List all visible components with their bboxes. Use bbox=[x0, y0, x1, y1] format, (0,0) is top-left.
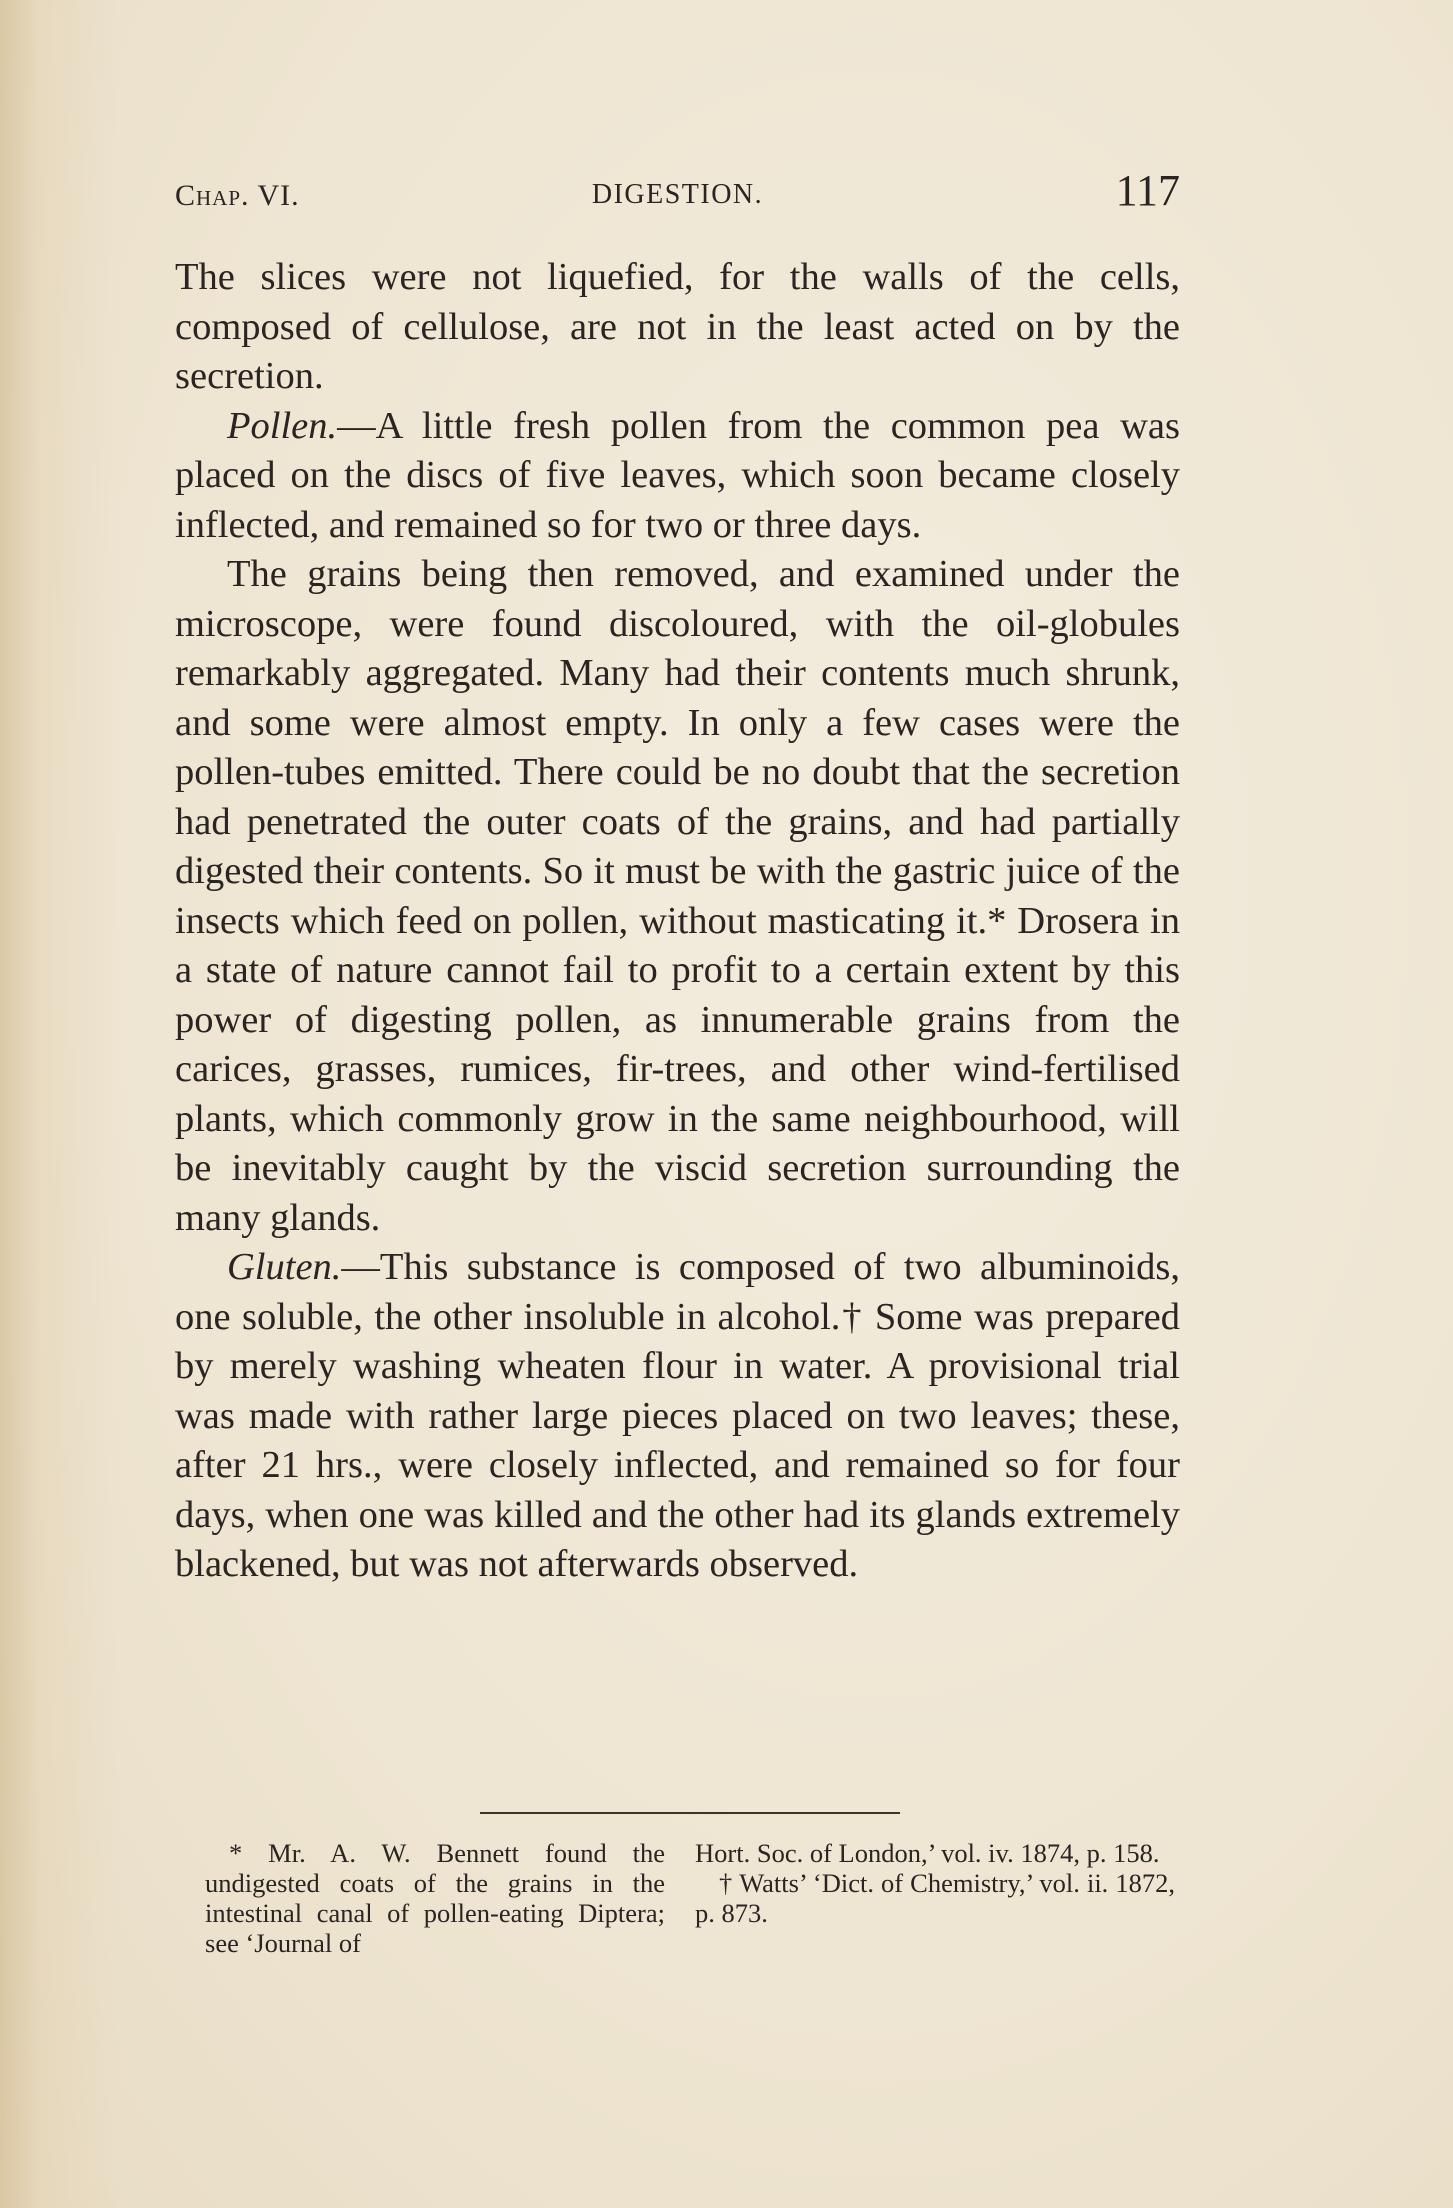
footnote-watts: † Watts’ ‘Dict. of Chemistry,’ vol. ii. 1872, p. 873. bbox=[695, 1868, 1175, 1928]
pollen-text: —A little fresh pollen from the common pea was placed on the discs of five leaves, which soon became closely inflected, and remained so for two or three days. bbox=[175, 404, 1180, 546]
main-text bbox=[175, 253, 1180, 1590]
gluten-heading: Gluten. bbox=[227, 1246, 342, 1288]
page-number: 117 bbox=[1115, 166, 1180, 215]
paragraph-pollen bbox=[175, 402, 1180, 551]
paragraph-grains: The grains being then removed, and examined under the microscope, were found discoloured, with the oil-globules remarkably aggregated. Many had their contents much shrunk, and some were almost empty. In only a few cases were the pollen-tubes emitted. There could be no doubt that the secretion had penetrated the outer coats of the grains, and had partially digested their contents. So it must be with the gastric juice of the insects which feed on pollen, without masticating it.* Drosera in a state of nature cannot fail to profit to a certain extent by this power of digesting pollen, as innumerable grains from the carices, grasses, rumices, fir-trees, and other wind-fertilised plants, which commonly grow in the same neighbourhood, will be inevitably caught by the viscid secretion surrounding the many glands. bbox=[175, 553, 1180, 1239]
pollen-heading: Pollen. bbox=[227, 404, 338, 447]
running-header bbox=[175, 165, 1180, 215]
footnote-bennett-continued: Hort. Soc. of London,’ vol. iv. 1874, p. 158. bbox=[695, 1838, 1160, 1868]
footnote-column-left bbox=[205, 1838, 665, 1958]
running-title: DIGESTION. bbox=[591, 179, 764, 210]
gluten-text: —This substance is composed of two albuminoids, one soluble, the other insoluble in alcohol.† Some was prepared by merely washing wheaten flour in water. A provisional trial was made with rather large pieces placed on two leaves; these, after 21 hrs., were closely inflected, and remained so for four days, when one was killed and the other had its glands extremely blackened, but was not afterwards observed. bbox=[175, 1246, 1180, 1585]
footnote-column-right bbox=[695, 1838, 1175, 1928]
chapter-label: Chap. VI. bbox=[175, 179, 300, 212]
paragraph-1: The slices were not liquefied, for the walls of the cells, composed of cellulose, are not in the least acted on by the secretion. bbox=[175, 256, 1180, 397]
footnote-bennett: * Mr. A. W. Bennett found the undigested coats of the grains in the intestinal canal of pollen-eating Diptera; see ‘Journal of bbox=[205, 1838, 665, 1958]
paragraph-gluten bbox=[175, 1243, 1180, 1590]
footnote-divider bbox=[480, 1812, 900, 1814]
